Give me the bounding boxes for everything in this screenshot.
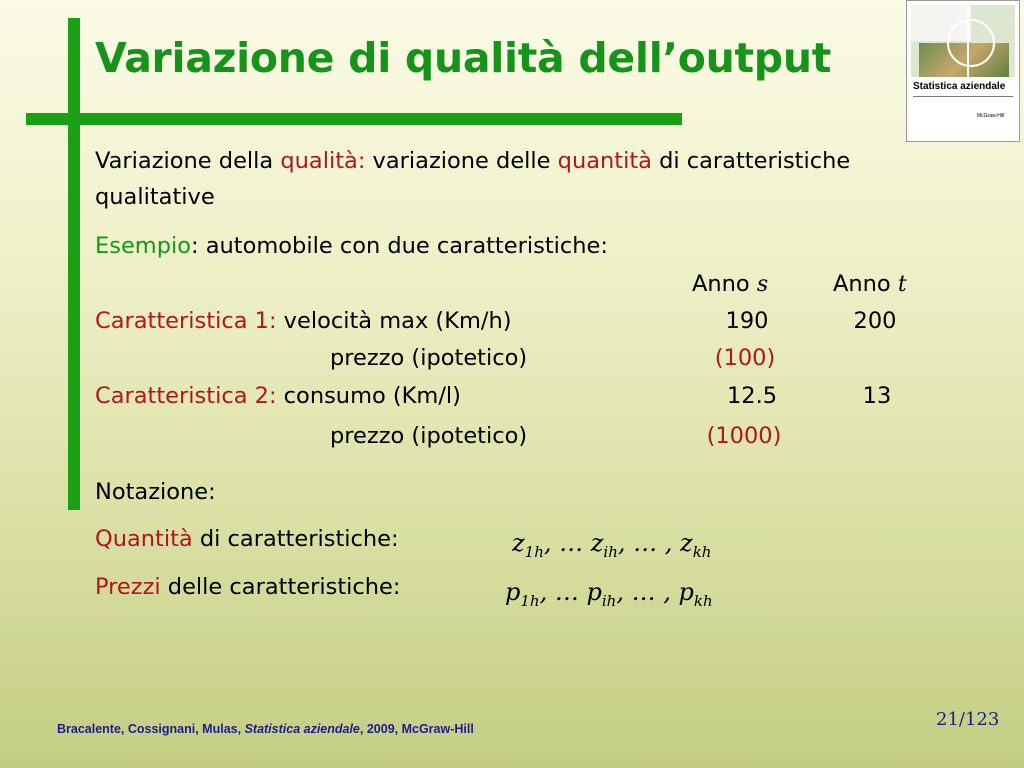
- formula-var: p: [678, 578, 694, 606]
- quantity-rest: di caratteristiche:: [192, 526, 399, 552]
- book-cover-image: [906, 0, 1020, 142]
- notation-heading: Notazione:: [95, 479, 216, 505]
- formula-sub: ih: [603, 542, 618, 561]
- price-2-value: (1000): [706, 423, 782, 449]
- year-variable: s: [756, 272, 769, 297]
- quantity-formula: [512, 529, 711, 561]
- characteristic-1-label: Caratteristica 1:: [95, 308, 277, 334]
- characteristic-2-desc: consumo (Km/l): [276, 383, 461, 409]
- quantity-word: Quantità: [95, 526, 193, 552]
- formula-sub: kh: [692, 542, 712, 561]
- intro-text: Variazione della: [95, 148, 281, 174]
- formula-sub: kh: [693, 591, 713, 610]
- formula-var: z: [590, 529, 604, 557]
- example-line: [95, 235, 608, 258]
- example-label: Esempio: [95, 233, 191, 259]
- price-1-value: (100): [714, 345, 776, 371]
- vertical-accent-bar: [68, 18, 80, 510]
- prices-rest: delle caratteristiche:: [160, 574, 401, 600]
- intro-text: di caratteristiche: [651, 148, 851, 174]
- cover-photo: [911, 5, 1015, 77]
- horizontal-accent-bar: [26, 113, 682, 125]
- cover-title: Statistica aziendale: [913, 81, 1006, 92]
- price-1-label: prezzo (ipotetico): [330, 345, 528, 371]
- formula-sub: ih: [601, 591, 617, 610]
- quantity-notation-label: [95, 528, 399, 551]
- formula-sub: 1h: [520, 591, 540, 610]
- formula-sub: 1h: [524, 542, 544, 561]
- formula-sep: , … ,: [616, 578, 679, 606]
- characteristic-1-desc: velocità max (Km/h): [276, 308, 512, 334]
- formula-var: p: [586, 578, 602, 606]
- footer-citation: [57, 722, 474, 736]
- footer-year-publisher: , 2009, McGraw-Hill: [359, 722, 474, 736]
- slide-title: Variazione di qualità dell’output: [95, 34, 832, 82]
- formula-sep: , …: [543, 529, 591, 557]
- page-number: 21/123: [936, 709, 1000, 730]
- characteristic-1-row: [95, 310, 512, 333]
- column-header-year-t: [833, 273, 907, 296]
- char1-value-s: 190: [725, 308, 769, 334]
- characteristic-2-row: [95, 385, 461, 408]
- intro-line-2: qualitative: [95, 184, 215, 210]
- example-text: : automobile con due caratteristiche:: [191, 233, 608, 259]
- year-variable: t: [897, 272, 907, 297]
- formula-sep: , …: [539, 578, 587, 606]
- formula-var: z: [512, 529, 525, 557]
- price-formula: [505, 578, 713, 610]
- char2-value-t: 13: [862, 383, 892, 409]
- formula-sep: , … ,: [617, 529, 681, 557]
- char1-value-t: 200: [853, 308, 897, 334]
- intro-line-1: [95, 150, 850, 173]
- price-notation-label: [95, 576, 400, 599]
- price-2-label: prezzo (ipotetico): [330, 423, 528, 449]
- cover-divider: [913, 96, 1013, 97]
- year-label: Anno: [833, 271, 898, 297]
- intro-quantity: quantità: [557, 148, 652, 174]
- formula-var: z: [680, 529, 693, 557]
- cover-publisher: McGraw-Hill: [977, 113, 1005, 119]
- footer-book-title: Statistica aziendale: [244, 722, 360, 736]
- column-header-year-s: [692, 273, 768, 296]
- footer-authors: Bracalente, Cossignani, Mulas,: [57, 722, 245, 736]
- intro-text: variazione delle: [365, 148, 558, 174]
- year-label: Anno: [692, 271, 757, 297]
- formula-var: p: [505, 578, 521, 606]
- char2-value-s: 12.5: [726, 383, 778, 409]
- intro-quality: qualità:: [280, 148, 366, 174]
- prices-word: Prezzi: [95, 574, 161, 600]
- characteristic-2-label: Caratteristica 2:: [95, 383, 277, 409]
